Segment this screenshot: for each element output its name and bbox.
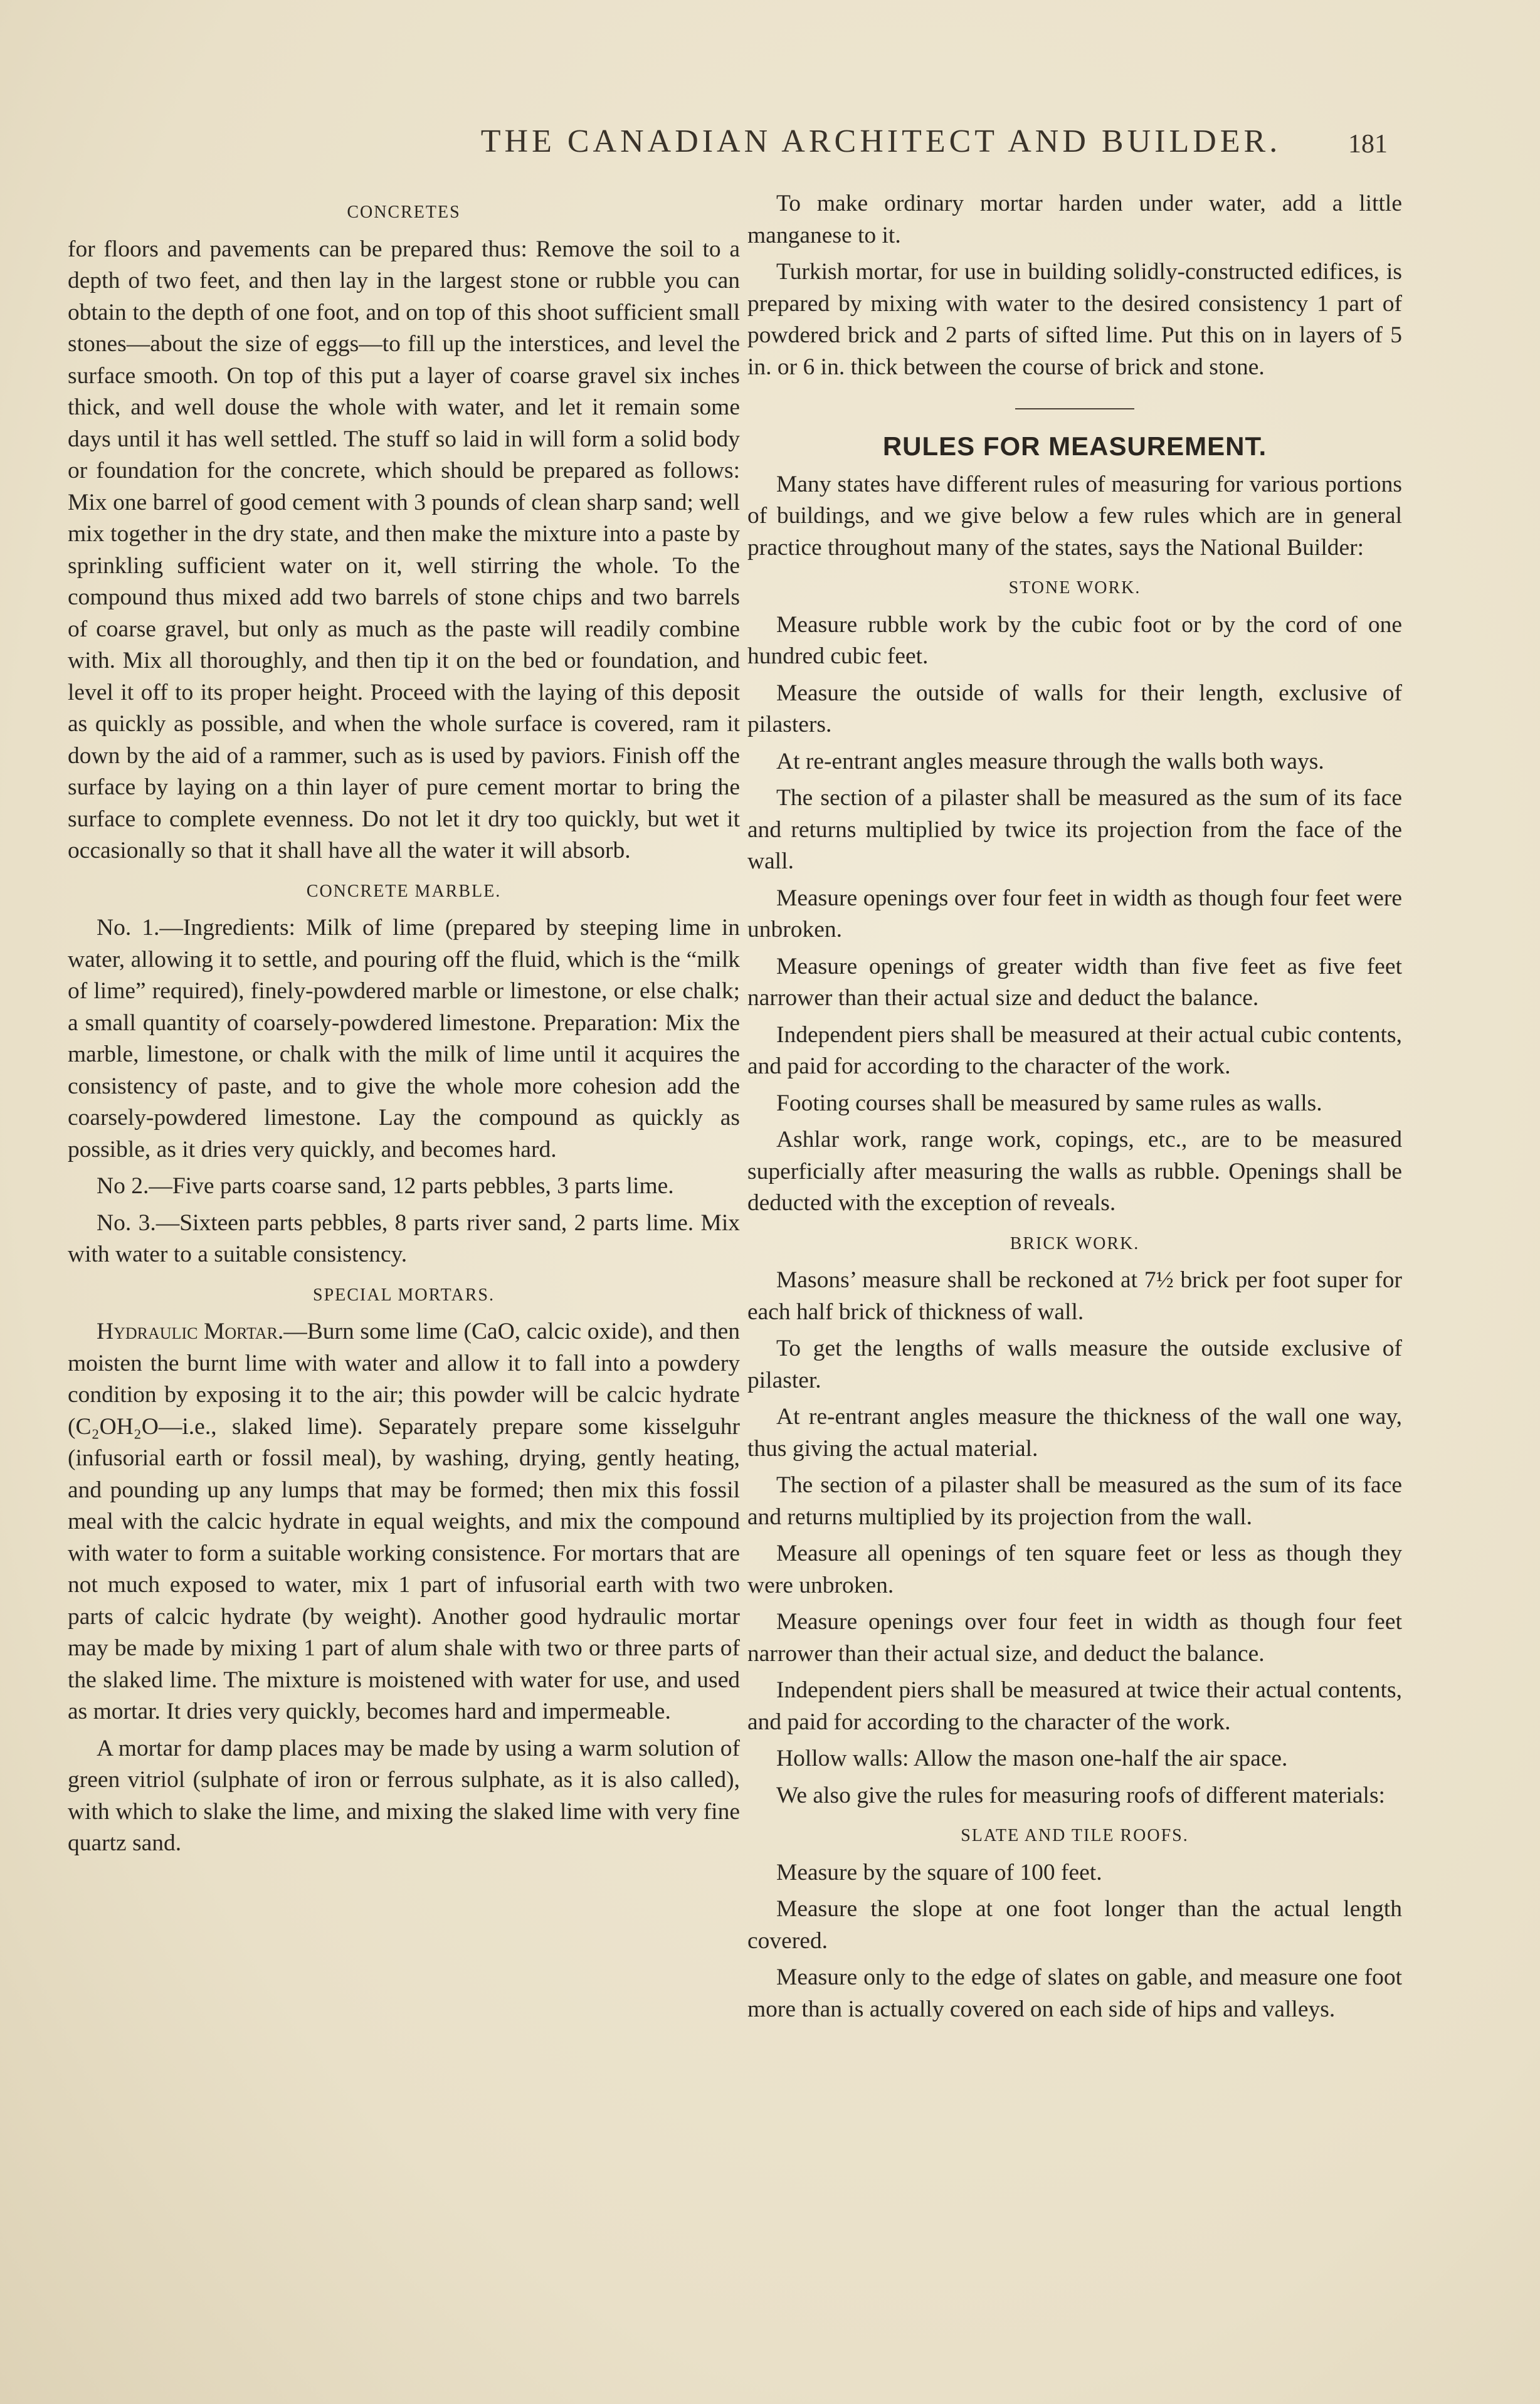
stone-rule: The section of a pilaster shall be measured as the sum of its face and returns multiplied by twice its projection from the face of the wall.: [747, 785, 1402, 874]
marble-paragraph-2: No 2.—Five parts coarse sand, 12 parts pebbles, 3 parts lime.: [97, 1173, 674, 1199]
stone-work-rules: [747, 609, 1402, 1220]
article-heading-rules-for-measurement: RULES FOR MEASUREMENT.: [882, 431, 1267, 461]
left-column: [68, 188, 740, 1865]
concretes-paragraph: for floors and pavements can be prepared thus: Remove the soil to a depth of two feet, and then lay in the largest stone or rubble you can obtain to the depth of one foot, and on top of this shoot sufficient small stones—about the size of eggs—to fill up the interstices, and level the surface smooth. On top of this put a layer of coarse gravel six inches thick, and well douse the whole with water, and let it remain some days until it has well settled. The stuff so laid in will form a solid body or foundation for the concrete, which should be prepared as follows: Mix one barrel of good cement with 3 pounds of clean sharp sand; well mix together in the dry state, and then make the mixture into a paste by sprinkling sufficient water on it, well stirring the whole. To the compound thus mixed add two barrels of stone chips and two barrels of coarse gravel, but only as much as the paste will readily combine with. Mix all thoroughly, and then tip it on the bed or foundation, and level it off to its proper height. Proceed with the laying of this deposit as quickly as possible, and when the whole surface is covered, ram it down by the aid of a rammer, such as is used by paviors. Finish off the surface by laying on a thin layer of pure cement mortar to bring the surface to complete evenness. Do not let it dry too quickly, but wet it occasionally so that it shall have all the water it will absorb.: [68, 236, 740, 863]
brick-rule: The section of a pilaster shall be measured as the sum of its face and returns multiplied by its projection from the wall.: [747, 1472, 1402, 1530]
marble-paragraph-3: No. 3.—Sixteen parts pebbles, 8 parts river sand, 2 parts lime. Mix with water to a suitable consistency.: [68, 1210, 740, 1267]
page-header-title: THE CANADIAN ARCHITECT AND BUILDER.: [480, 124, 1282, 159]
brick-work-rules: [747, 1265, 1402, 1811]
stone-rule: Measure rubble work by the cubic foot or by the cord of one hundred cubic feet.: [747, 611, 1402, 669]
section-heading-concretes: CONCRETES: [347, 203, 461, 222]
rules-intro-paragraph: Many states have different rules of measuring for various portions of buildings, and we give below a few rules which are in general practice throughout many of the states, says the National Builder:: [747, 471, 1402, 561]
brick-rule: Masons’ measure shall be reckoned at 7½ brick per foot super for each half brick of thickness of wall.: [747, 1267, 1402, 1325]
section-divider: [1015, 408, 1134, 409]
marble-paragraph-1: No. 1.—Ingredients: Milk of lime (prepared by steeping lime in water, allowing it to settle, and pouring off the fluid, which is the “milk of lime” required), finely-powdered marble or limestone, or else chalk; a small quantity of coarsely-powdered limestone. Preparation: Mix the marble, limestone, or chalk with the milk of lime until it acquires the consistency of paste, and to give the whole more cohesion add the coarsely-powdered limestone. Lay the compound as quickly as possible, as it dries very quickly, and becomes hard.: [68, 915, 740, 1162]
right-column: [747, 188, 1402, 2030]
brick-rule: Measure all openings of ten square feet or less as though they were unbroken.: [747, 1541, 1402, 1598]
slate-rule: Measure only to the edge of slates on gable, and measure one foot more than is actually covered on each side of hips and valleys.: [747, 1964, 1402, 2022]
hydraulic-mortar-text: —Burn some lime (CaO, calcic oxide), and then moisten the burnt lime with water and allow it to fall into a powdery condition by exposing it to the air; this powder will be calcic hydrate (C₂OH₂O—i.e., slaked lime). Separately prepare some kisselguhr (infusorial earth or fossil meal), by washing, drying, gently heating, and pounding up any lumps that may be formed; then mix this fossil meal with the calcic hydrate in equal weights, and mix the compound with water to form a suitable working consistence. For mortars that are not much exposed to water, mix 1 part of infusorial earth with two parts of calcic hydrate (by weight). Another good hydraulic mortar may be made by mixing 1 part of alum shale with two or three parts of the slaked lime. The mixture is moistened with water for use, and used as mortar. It dries very quickly, becomes hard and impermeable.: [68, 1319, 740, 1724]
stone-rule: Measure openings of greater width than five feet as five feet narrower than their actual size and deduct the balance.: [747, 953, 1402, 1011]
page-number: 181: [1348, 130, 1388, 159]
brick-rule: Measure openings over four feet in width as though four feet narrower than their actual size, and deduct the balance.: [747, 1609, 1402, 1667]
damp-mortar-paragraph: A mortar for damp places may be made by using a warm solution of green vitriol (sulphate of iron or ferrous sulphate, as it is also called), with which to slake the lime, and mixing the slaked lime with very fine quartz sand.: [68, 1735, 740, 1856]
section-heading-brick-work: BRICK WORK.: [1010, 1233, 1140, 1253]
slate-rule: Measure by the square of 100 feet.: [776, 1859, 1102, 1885]
stone-rule: At re-entrant angles measure through the walls both ways.: [776, 748, 1324, 774]
slate-rule: Measure the slope at one foot longer than the actual length covered.: [747, 1896, 1402, 1954]
brick-rule: To get the lengths of walls measure the outside exclusive of pilaster.: [747, 1336, 1402, 1393]
hydraulic-mortar-lead: Hydraulic Mortar.: [97, 1319, 284, 1344]
brick-rule: Independent piers shall be measured at twice their actual contents, and paid for according to the character of the work.: [747, 1677, 1402, 1735]
section-heading-stone-work: STONE WORK.: [1008, 578, 1141, 598]
stone-rule: Independent piers shall be measured at their actual cubic contents, and paid for according to the character of the work.: [747, 1021, 1402, 1079]
section-heading-concrete-marble: CONCRETE MARBLE.: [306, 881, 502, 901]
slate-roof-rules: [747, 1857, 1402, 2026]
turkish-mortar-paragraph: Turkish mortar, for use in building solidly-constructed edifices, is prepared by mixing with water to the desired consistency 1 part of powdered brick and 2 parts of sifted lime. Put this on in layers of 5 in. or 6 in. thick between the course of brick and stone.: [747, 259, 1402, 380]
stone-rule: Footing courses shall be measured by same rules as walls.: [776, 1090, 1322, 1116]
section-heading-slate-and-tile-roofs: SLATE AND TILE ROOFS.: [961, 1826, 1189, 1845]
manganese-paragraph: To make ordinary mortar harden under water, add a little manganese to it.: [747, 191, 1402, 248]
brick-rule: We also give the rules for measuring roofs of different materials:: [776, 1782, 1385, 1808]
brick-rule: Hollow walls: Allow the mason one-half the air space.: [776, 1746, 1288, 1771]
brick-rule: At re-entrant angles measure the thickness of the wall one way, thus giving the actual material.: [747, 1404, 1402, 1462]
section-heading-special-mortars: SPECIAL MORTARS.: [313, 1285, 495, 1305]
stone-rule: Measure openings over four feet in width as though four feet were unbroken.: [747, 885, 1402, 942]
stone-rule: Ashlar work, range work, copings, etc., are to be measured superficially after measuring the walls as rubble. Openings shall be deducted with the exception of reveals.: [747, 1127, 1402, 1216]
stone-rule: Measure the outside of walls for their length, exclusive of pilasters.: [747, 680, 1402, 737]
hydraulic-mortar-paragraph: [68, 1316, 740, 1728]
